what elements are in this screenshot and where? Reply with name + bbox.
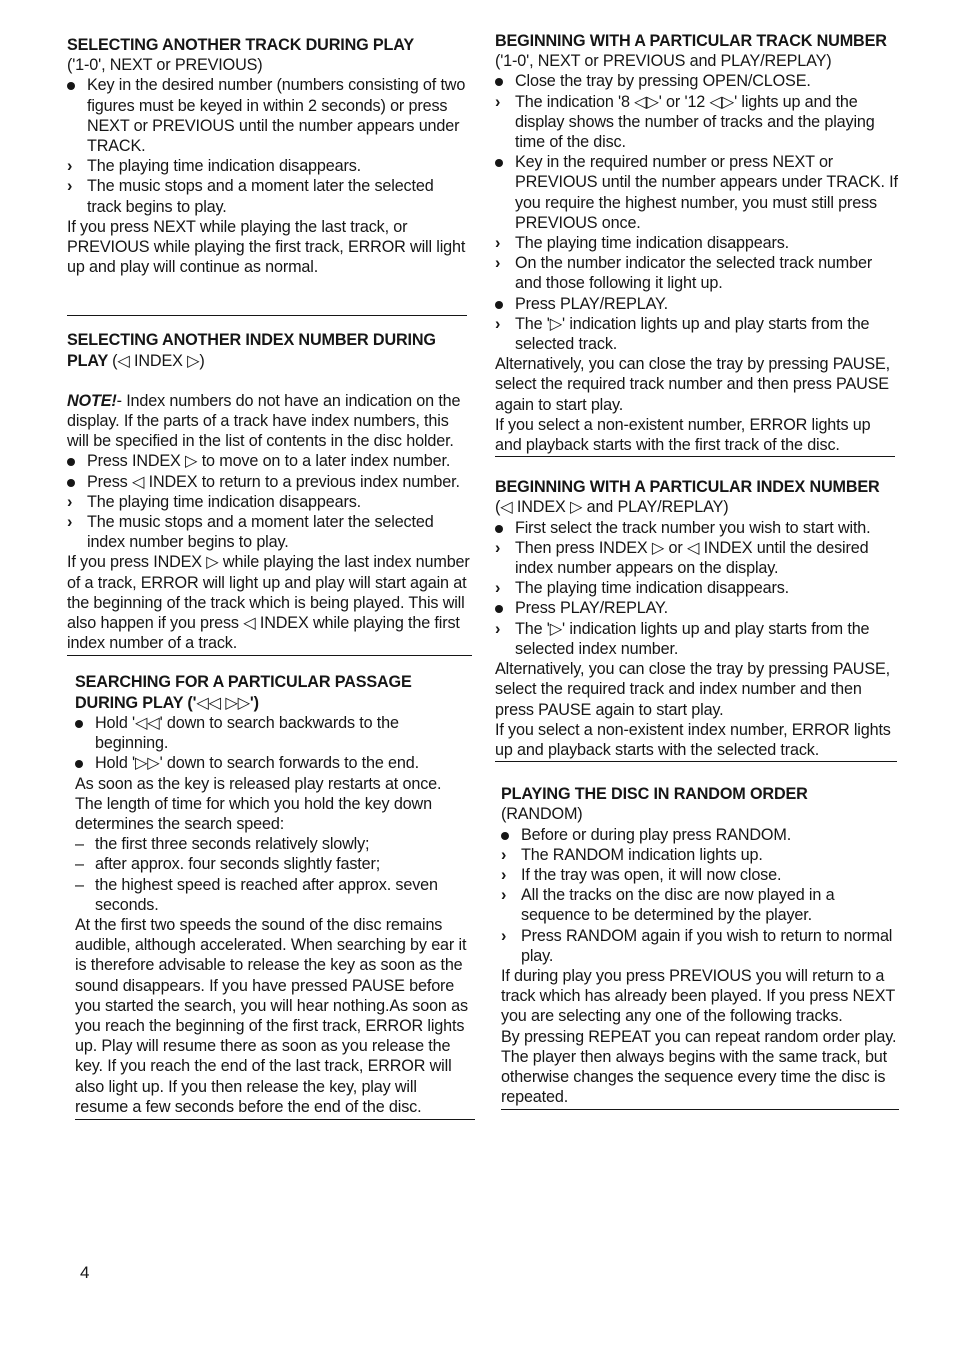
result-item xyxy=(67,492,472,512)
section-begin-index xyxy=(495,477,900,762)
section-paragraph: If during play you press PREVIOUS you will return to a track which has already been played. If you press NEXT you are selecting any one of the following tracks. xyxy=(501,966,895,1026)
result-chevron-icon: › xyxy=(495,254,501,273)
dot-shape xyxy=(67,458,75,466)
bullet-dot-icon xyxy=(495,71,515,91)
dot-shape xyxy=(501,832,509,840)
dash-item xyxy=(75,854,472,874)
note-paragraph xyxy=(67,391,472,452)
section-select-index xyxy=(67,330,472,653)
item-text: The playing time indication disappears. xyxy=(515,234,789,253)
section-title: PLAYING THE DISC IN RANDOM ORDER xyxy=(501,785,808,804)
result-item xyxy=(501,885,900,925)
item-text: Close the tray by pressing OPEN/CLOSE. xyxy=(515,72,811,91)
result-chevron-icon: › xyxy=(67,157,73,176)
page-number: 4 xyxy=(80,1263,90,1282)
section-title xyxy=(67,330,472,370)
instruction-list xyxy=(67,451,472,552)
item-text: The music stops and a moment later the selected track begins to play. xyxy=(87,177,434,216)
bullet-item xyxy=(495,152,900,233)
result-chevron-icon: › xyxy=(495,92,501,111)
result-item xyxy=(495,314,900,354)
section-paragraph: As soon as the key is released play restarts at once. The length of time for which you hold the key down determines the search speed: xyxy=(75,774,442,833)
instruction-list xyxy=(501,825,900,966)
item-text: after approx. four seconds slightly faster; xyxy=(95,855,381,874)
result-item xyxy=(495,92,900,153)
result-chevron-icon: › xyxy=(495,619,501,638)
bullet-item xyxy=(67,75,472,156)
item-text: Hold '▷▷' down to search forwards to the end. xyxy=(95,754,419,773)
result-chevron-icon: › xyxy=(501,845,507,864)
section-subtitle: ('1-0', NEXT or PREVIOUS and PLAY/REPLAY) xyxy=(495,52,832,71)
section-title-text: BEGINNING WITH A PARTICULAR INDEX NUMBER xyxy=(495,478,880,497)
section-select-track xyxy=(67,35,472,277)
dash-item xyxy=(75,875,472,915)
dot-shape xyxy=(67,82,75,90)
item-text: The indication '8 ◁▷' or '12 ◁▷' lights up and the display shows the number of tracks and the playing time of the disc. xyxy=(515,92,875,152)
section-title: SELECTING ANOTHER TRACK DURING PLAY xyxy=(67,36,414,54)
result-item xyxy=(67,176,472,216)
section-subtitle: ('1-0', NEXT or PREVIOUS) xyxy=(67,56,263,75)
result-chevron-icon: › xyxy=(495,579,501,598)
item-text: Press PLAY/REPLAY. xyxy=(515,599,668,618)
item-text: The playing time indication disappears. xyxy=(87,492,361,511)
result-item xyxy=(495,578,900,598)
bullet-item xyxy=(495,71,900,91)
item-text: The '▷' indication lights up and play starts from the selected track. xyxy=(515,314,870,354)
section-title: SEARCHING FOR A PARTICULAR PASSAGE DURING PLAY ('◁◁ ▷▷') xyxy=(75,673,412,712)
bullet-dot-icon xyxy=(75,713,95,733)
section-divider xyxy=(501,1109,899,1110)
bullet-dot-icon xyxy=(67,75,87,95)
result-item xyxy=(495,253,900,293)
section-begin-track xyxy=(495,31,900,457)
item-text: the first three seconds relatively slowly; xyxy=(95,835,370,854)
bullet-item xyxy=(75,753,472,773)
dot-shape xyxy=(75,720,83,728)
item-text: The music stops and a moment later the selected index number begins to play. xyxy=(87,513,434,552)
result-chevron-icon: › xyxy=(67,513,73,532)
item-text: Press INDEX ▷ to move on to a later index number. xyxy=(87,452,451,471)
bullet-dot-icon xyxy=(495,518,515,538)
bullet-item xyxy=(75,713,472,753)
item-text: Key in the desired number (numbers consisting of two figures must be keyed in within 2 seconds) or press NEXT or PREVIOUS until the number appears under TRACK. xyxy=(87,76,466,156)
result-chevron-icon: › xyxy=(501,865,507,884)
result-chevron-icon: › xyxy=(495,314,501,333)
result-chevron-icon: › xyxy=(67,177,73,196)
section-paragraph: By pressing REPEAT you can repeat random order play. The player then always begins with the same track, but otherwise changes the sequence every time the disc is repeated. xyxy=(501,1027,897,1107)
result-item xyxy=(495,538,900,578)
dash-marker-icon: – xyxy=(75,835,84,854)
result-item xyxy=(501,845,900,865)
instruction-list xyxy=(67,75,472,216)
result-item xyxy=(501,926,900,966)
item-text: Hold '◁◁' down to search backwards to the beginning. xyxy=(95,713,399,753)
note-label: NOTE! xyxy=(67,391,117,410)
section-title-text: SELECTING ANOTHER INDEX NUMBER DURING PLAY xyxy=(67,331,436,370)
dot-shape xyxy=(495,78,503,86)
section-title-suffix: (◁ INDEX ▷) xyxy=(112,351,205,370)
section-paragraph: Alternatively, you can close the tray by pressing PAUSE, select the required track number and then press PAUSE again to start play. xyxy=(495,355,890,414)
section-search-passage xyxy=(67,672,472,1119)
section-paragraph: If you select a non-existent number, ERROR lights up and playback starts with the first track of the disc. xyxy=(495,415,871,455)
section-divider xyxy=(75,1119,475,1120)
right-column xyxy=(495,31,900,1110)
dot-shape xyxy=(67,479,75,487)
dot-shape xyxy=(495,159,503,167)
bullet-item xyxy=(501,825,900,845)
item-text: The RANDOM indication lights up. xyxy=(521,845,763,864)
section-title-suffix: (◁ INDEX ▷ and PLAY/REPLAY) xyxy=(495,498,729,517)
item-text: Key in the required number or press NEXT or PREVIOUS until the number appears under TRACK. If you require the highest number, you must still press PREVIOUS once. xyxy=(515,153,898,232)
dash-list xyxy=(75,834,472,915)
bullet-dot-icon xyxy=(67,451,87,471)
dash-marker-icon: – xyxy=(75,875,84,894)
bullet-item xyxy=(67,472,472,492)
item-text: If the tray was open, it will now close. xyxy=(521,865,782,884)
dot-shape xyxy=(495,525,503,533)
section-random-order xyxy=(495,784,900,1110)
section-paragraph: If you press NEXT while playing the last track, or PREVIOUS while playing the first track, ERROR will light up and play will continue as normal. xyxy=(67,217,466,277)
bullet-item xyxy=(495,294,900,314)
dot-shape xyxy=(495,605,503,613)
bullet-dot-icon xyxy=(67,472,87,492)
result-chevron-icon: › xyxy=(501,926,507,945)
section-paragraph: If you press INDEX ▷ while playing the last index number of a track, ERROR will light up and play will start again at the beginning of the track which is being played. This will also happen if you press ◁ INDEX while playing the first index number of a track. xyxy=(67,553,470,653)
bullet-item xyxy=(67,451,472,471)
dot-shape xyxy=(75,760,83,768)
bullet-dot-icon xyxy=(495,294,515,314)
item-text: Before or during play press RANDOM. xyxy=(521,825,792,844)
section-subtitle: (RANDOM) xyxy=(501,805,583,824)
dash-marker-icon: – xyxy=(75,855,84,874)
item-text: Press RANDOM again if you wish to return to normal play. xyxy=(521,926,893,965)
item-text: All the tracks on the disc are now played in a sequence to be determined by the player. xyxy=(521,886,835,925)
note-text: - Index numbers do not have an indication on the display. If the parts of a track have index numbers, this will be specified in the list of contents in the disc holder. xyxy=(67,391,461,451)
instruction-list xyxy=(75,713,472,774)
item-text: First select the track number you wish to start with. xyxy=(515,518,871,537)
dot-shape xyxy=(495,301,503,309)
item-text: On the number indicator the selected track number and those following it light up. xyxy=(515,254,873,293)
item-text: Press PLAY/REPLAY. xyxy=(515,294,668,313)
result-item xyxy=(495,619,900,659)
left-column xyxy=(67,35,472,1120)
result-item xyxy=(501,865,900,885)
bullet-dot-icon xyxy=(495,598,515,618)
result-item xyxy=(67,512,472,552)
instruction-list xyxy=(495,71,900,354)
item-text: The '▷' indication lights up and play starts from the selected index number. xyxy=(515,619,870,658)
result-item xyxy=(495,233,900,253)
item-text: The playing time indication disappears. xyxy=(87,157,361,176)
bullet-dot-icon xyxy=(495,152,515,172)
result-chevron-icon: › xyxy=(67,492,73,511)
result-chevron-icon: › xyxy=(501,886,507,905)
item-text: Then press INDEX ▷ or ◁ INDEX until the desired index number appears on the display. xyxy=(515,538,869,578)
item-text: Press ◁ INDEX to return to a previous index number. xyxy=(87,472,460,491)
result-item xyxy=(67,156,472,176)
bullet-item xyxy=(495,598,900,618)
section-title: BEGINNING WITH A PARTICULAR TRACK NUMBER xyxy=(495,32,887,50)
result-chevron-icon: › xyxy=(495,538,501,557)
instruction-list xyxy=(495,518,900,659)
bullet-dot-icon xyxy=(501,825,521,845)
section-paragraph: At the first two speeds the sound of the disc remains audible, although accelerated. When searching by ear it is therefore advisable to release the key as soon as the sound disappears. If you have pressed PAUSE before you started the search, you will hear nothing.As soon as you reach the beginning of the first track, ERROR lights up. Play will resume there as soon as you release the key. If you reach the end of the last track, ERROR will also light up. If you then release the key, play will resume a few seconds before the end of the disc. xyxy=(75,915,468,1116)
item-text: The playing time indication disappears. xyxy=(515,579,789,598)
result-chevron-icon: › xyxy=(495,234,501,253)
section-paragraph: If you select a non-existent index number, ERROR lights up and playback starts with the selected track. xyxy=(495,720,891,759)
section-title xyxy=(495,477,900,517)
section-paragraph: Alternatively, you can close the tray by pressing PAUSE, select the required track and index number and then press PAUSE again to start play. xyxy=(495,660,890,719)
bullet-item xyxy=(495,518,900,538)
dash-item xyxy=(75,834,472,854)
bullet-dot-icon xyxy=(75,753,95,773)
item-text: the highest speed is reached after approx. seven seconds. xyxy=(95,875,438,914)
